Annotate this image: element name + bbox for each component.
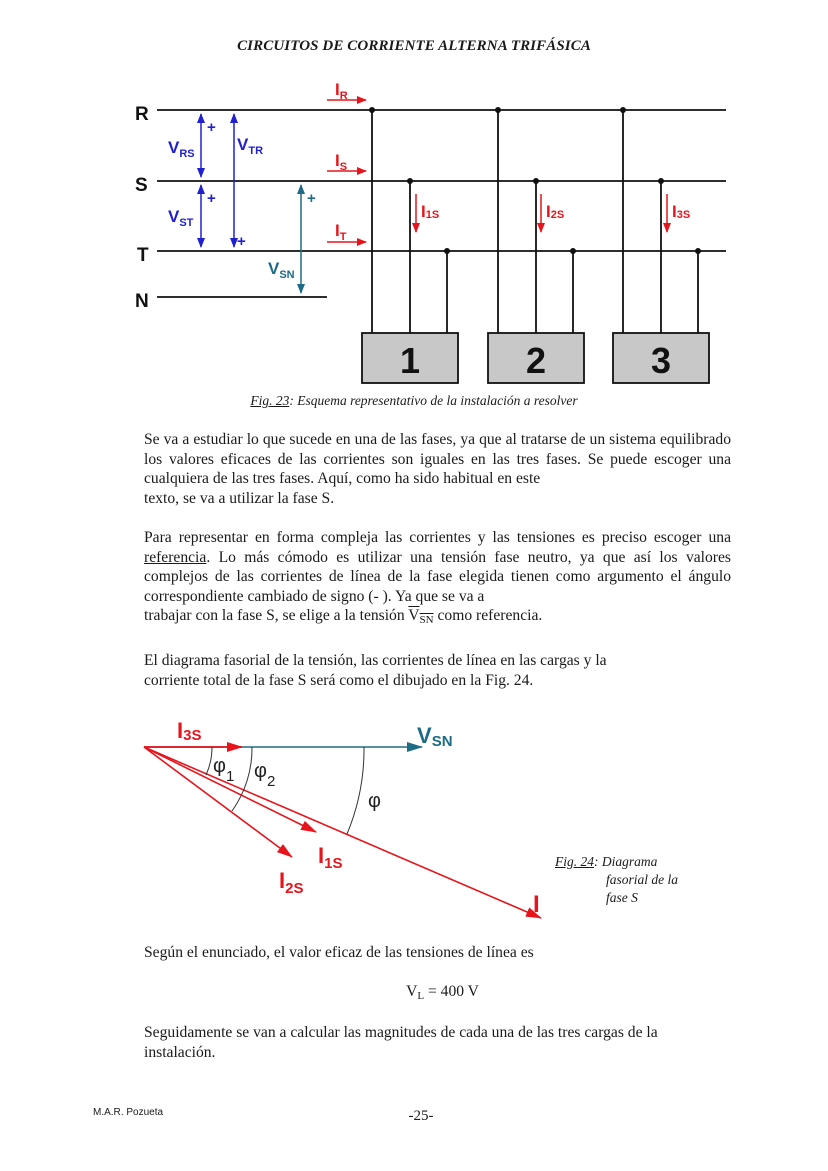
paragraph-2-last-line [144,606,731,631]
paragraph-3-last-line: corriente total de la fase S será como el dibujado en la Fig. 24. [144,671,534,689]
load-1-label: 1 [399,340,421,381]
svg-text:φ2: $\varphi_2$ [254,760,276,790]
voltage-labels [168,119,263,250]
paragraph-2 [144,528,731,631]
svg-text:I2S: $I_{2S}$ [279,868,304,897]
svg-text:+: + [207,190,216,207]
figure-24-caption [555,853,678,907]
figure-24-label: Fig. 24 [555,854,594,869]
figure-23-label: Fig. 23 [250,393,290,408]
svg-text:VSN: $V_{SN}$ [268,259,295,281]
line-label-t: T [137,245,149,266]
vsn-phasor-label: VSN [417,723,453,750]
load-2-label: 2 [525,340,547,381]
angle-labels [213,755,381,812]
figure-24-phasor-diagram [0,700,560,930]
line-label-n: N [135,291,149,312]
svg-text:+: + [307,190,316,207]
paragraph-1 [144,430,731,508]
line-voltage-equation [0,983,828,1002]
angle-arcs [206,747,364,834]
equation-rhs: = 400 V [424,983,479,1000]
paragraph-2-last-a: trabajar con la fase S, se elige a la tensión [144,607,409,625]
svg-text:I2S: I2S [546,202,565,221]
figure-23-caption-text: : Esquema representativo de la instalación a resolver [289,393,578,408]
line-label-r: R [135,104,149,125]
line-label-s: S [135,175,148,196]
svg-text:+: + [207,119,216,136]
paragraph-2-last-b: como referencia. [433,607,543,625]
line-current-arrows [327,100,667,242]
equation-lhs-subscript: L [417,990,425,1002]
svg-text:VTR: $V_{TR}$ [237,135,264,157]
i1s-phasor [144,747,316,832]
figure-23-circuit-diagram [0,0,828,400]
paragraph-5-text: Seguidamente se van a calcular las magnitudes de cada una de las tres cargas de la [144,1024,658,1041]
paragraph-5 [144,1023,731,1062]
paragraph-3-text: El diagrama fasorial de la tensión, las corrientes de línea en las cargas y la [144,652,607,669]
figure-24-caption-line-2: fasorial de la [606,872,679,887]
referencia-term: referencia [144,548,207,566]
svg-text:IT: $I_T$ [335,221,347,243]
figure-24-caption-line-1: : Diagrama [594,854,658,869]
paragraph-1-text: Se va a estudiar lo que sucede en una de las fases, ya que al tratarse de un sistema equilibrado los valores eficaces de las corrientes son iguales en las tres fases. Se puede escoger una cualquiera de las tres fases. Aquí, como ha sido habitual en este [144,431,731,488]
svg-text:IR: $I_R$ [335,80,348,102]
current-labels [335,80,690,243]
vsn-subscript: SN [419,614,434,627]
svg-text:VST: $V_{ST}$ [168,207,194,229]
figure-24-caption-line-3: fase S [606,890,638,905]
paragraph-2-text-a: Para representar en forma compleja las corrientes y las tensiones es preciso escoger una [144,529,731,546]
figure-23-caption [0,393,828,409]
svg-text:φ: φ [368,790,381,812]
svg-text:I3S: I3S [177,718,202,744]
load-2 [488,333,584,383]
load-1 [362,333,458,383]
equation-lhs: V [406,983,418,1000]
paragraph-2-text-b: . Lo más cómodo es utilizar una tensión fase neutro, ya que así los valores complejos de las corrientes de línea de la fase elegida tienen como argumento el ángulo correspondiente cambiado de signo (- ). Ya que se va a [144,548,731,605]
svg-text:+: + [237,233,246,250]
svg-text:I1S: $I_{1S}$ [318,843,343,872]
load-3 [613,333,709,383]
svg-text:I3S: I3S [672,202,691,221]
svg-text:φ1: $\varphi_1$ [213,755,235,785]
paragraph-4-text: Según el enunciado, el valor eficaz de las tensiones de línea es [144,944,534,961]
load-3-label: 3 [650,340,672,381]
paragraph-1-last-line: texto, se va a utilizar la fase S. [144,489,335,507]
vsn-labels [268,190,316,281]
vsn-symbol: $\overline{V}$ [408,607,420,625]
i-total-phasor [144,747,541,918]
phasor-labels [177,718,540,918]
page-header-title: CIRCUITOS DE CORRIENTE ALTERNA TRIFÁSICA [237,38,591,54]
page-number: -25- [408,1108,434,1124]
paragraph-4 [144,943,731,963]
svg-text:IS: $I_S$ [335,151,348,173]
paragraph-3 [144,651,731,690]
footer-author: M.A.R. Pozueta [93,1107,164,1118]
svg-text:I: I [533,891,540,918]
paragraph-5-last-line: instalación. [144,1043,216,1061]
svg-text:VRS: $V_{RS}$ [168,138,195,160]
svg-text:I1S: I1S [421,202,440,221]
